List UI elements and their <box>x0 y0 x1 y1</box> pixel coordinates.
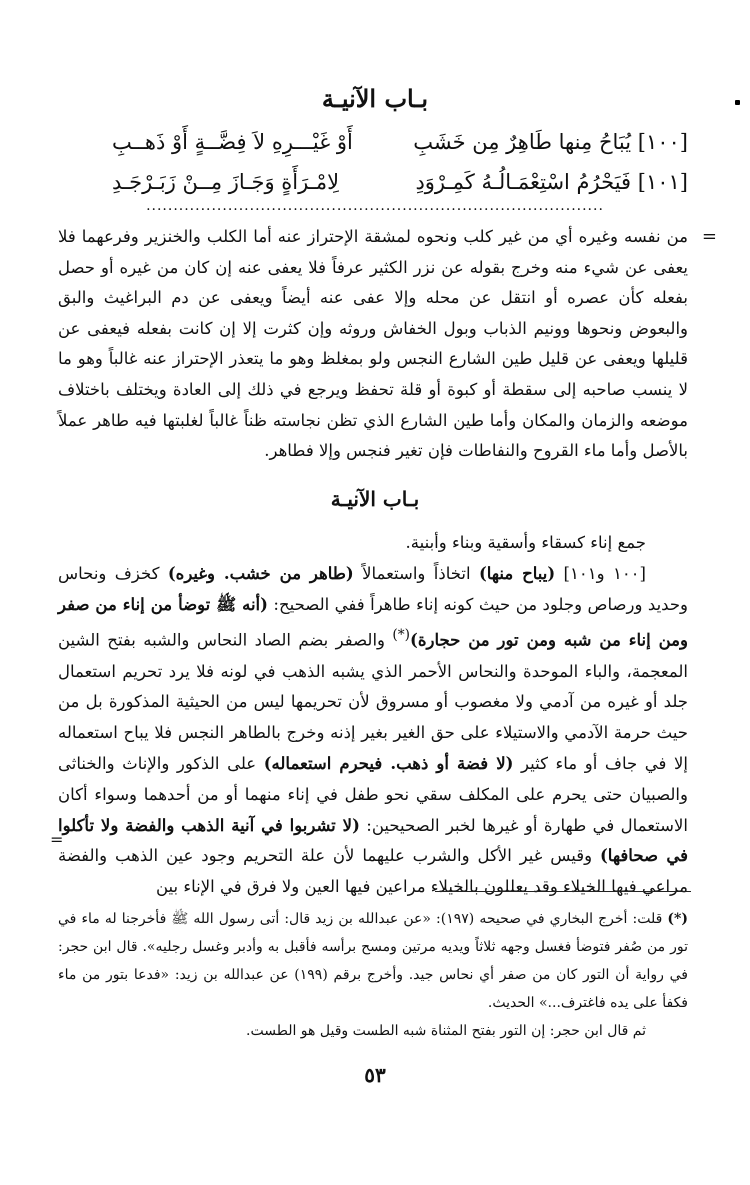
footnote-text: ثم قال ابن حجر: إن التور بفتح المثناة شبه الطست وقيل هو الطست. <box>246 1023 646 1039</box>
page-number: ٥٣ <box>364 1063 386 1087</box>
footnote <box>58 905 688 1045</box>
commentary-paragraph: من نفسه وغيره أي من غير كلب ونحوه لمشقة الإحتراز عنه أما الكلب والخنزير وفرعهما فلا يعفى عن شيء منه وخرج بقوله عن نزر الكثير عرفاً فلا يعفى عنه إن كان من غيره أو حصل بفعله كأن عصره أو انتقل عن محله وإلا عفى عنه أيضاً ويعفى عن دم البراغيث والبق والبعوض ونحوها وونيم الذباب وبول الخفاش وروثه وإن كثرت إلا إن كانت بفعله فيعفى عن قليلها ويعفى عن قليل طين الشارع النجس ولو بمغلظ وهو ما يتعذر الإحتراز عنه غالباً وهو ما لا ينسب صاحبه إلى سقطة أو كبوة أو قلة تحفظ ويرجع في ذلك إلى العادة ويختلف باختلاف موضعه والزمان والمكان وأما طين الشارع الذي تظن نجاسته ظناً غالباً لغلبتها فيه طاهر عملاً بالأصل وأما ماء القروح والنفاطات فإن تغير فنجس وإلا فطاهر. <box>58 227 688 461</box>
definition-text: جمع إناء كسقاء وأسقية وبناء وأبنية. <box>405 533 646 552</box>
continuation-mark: = <box>50 830 64 849</box>
chapter-title: بـاب الآنيـة <box>321 84 429 113</box>
verse-second-hemistich: أَوْ غَيْـــرِهِ لاَ فِضَّــةٍ أَوْ ذَهــبِ <box>112 130 353 154</box>
verse-row <box>60 130 688 164</box>
footnote-reference: (*) <box>392 627 411 644</box>
verse-first-hemistich: [١٠١] فَيَحْرُمُ اسْتِعْمَـالُـهُ كَمِـرْوَدِ <box>415 170 688 194</box>
commentary-paragraph: [١٠٠ و١٠١] (يباح منها) اتخاذاً واستعمالاً (طاهر من خشب. وغيره) كخزف ونحاس وحديد ورصاص وجلود من حيث كونه إناء طاهراً ففي الصحيح: (أنه ﷺ توضأ من إناء من صفر ومن إناء من شبه ومن تور من حجارة)(*) والصفر بضم الصاد النحاس والشبه بفتح الشين المعجمة، والباء الموحدة والنحاس الأحمر الذي يشبه الذهب في لونه فلا يرد تحريم استعمال جلد أو غيره من آدمي ولا مغصوب أو مسروق لأن تحريمها ليس من الحيثية المذكورة بل من حيث حرمة الآدمي والاستيلاء على حق الغير بغير إذنه وخرج بالطاهر النجس فلا يباح استعماله إلا في جاف أو ماء كثير (لا فضة أو ذهب. فيحرم استعماله) على الذكور والإناث والخناثى والصبيان حتى يحرم على المكلف سقي نحو طفل في إناء منهما أو من أحدهما وسواء أكان الاستعمال في طهارة أو غيرها لخبر الصحيحين: (لا تشربوا في آنية الذهب والفضة ولا تأكلوا في صحافها) وقيس غير الأكل والشرب عليهما لأن علة التحريم وجود عين الذهب والفضة مراعي فيها الخيلاء وقد يعللون بالخيلاء مراعين فيها العين ولا فرق في الإناء بين <box>58 563 689 897</box>
commentary-continued <box>58 222 688 467</box>
section-heading: بـاب الآنيـة <box>330 487 420 511</box>
verse-second-hemistich: لِامْـرَأَةٍ وَجَـازَ مِــنْ زَبَـرْجَـدِ <box>112 170 340 194</box>
footnote-marker: (*) <box>667 911 688 927</box>
footnote-text: (*) قلت: أخرج البخاري في صحيحه (١٩٧): «عن عبدالله بن زيد قال: أتى رسول الله ﷺ فأخرجنا له ماء في تور من صُفر فتوضأ فغسل وجهه ثلاثاً ويديه مرتين ومسح برأسه فأقبل به وأدبر وغسل رجليه». قال ابن حجر: في رواية أن التور كان من صفر أي نحاس جيد. وأخرج برقم (١٩٩) عن عبدالله بن زيد: «فدعا بتور من ماء فكفأ على يده فاغترف...» الحديث. <box>58 911 688 1011</box>
dotted-separator: .................................................................................... <box>146 198 604 214</box>
continuation-mark: = <box>701 226 717 247</box>
footnote-rule <box>435 891 691 892</box>
verse-first-hemistich: [١٠٠] يُبَاحُ مِنها طَاهِرٌ مِن خَشَبِ <box>413 130 688 154</box>
commentary-section <box>58 528 688 903</box>
